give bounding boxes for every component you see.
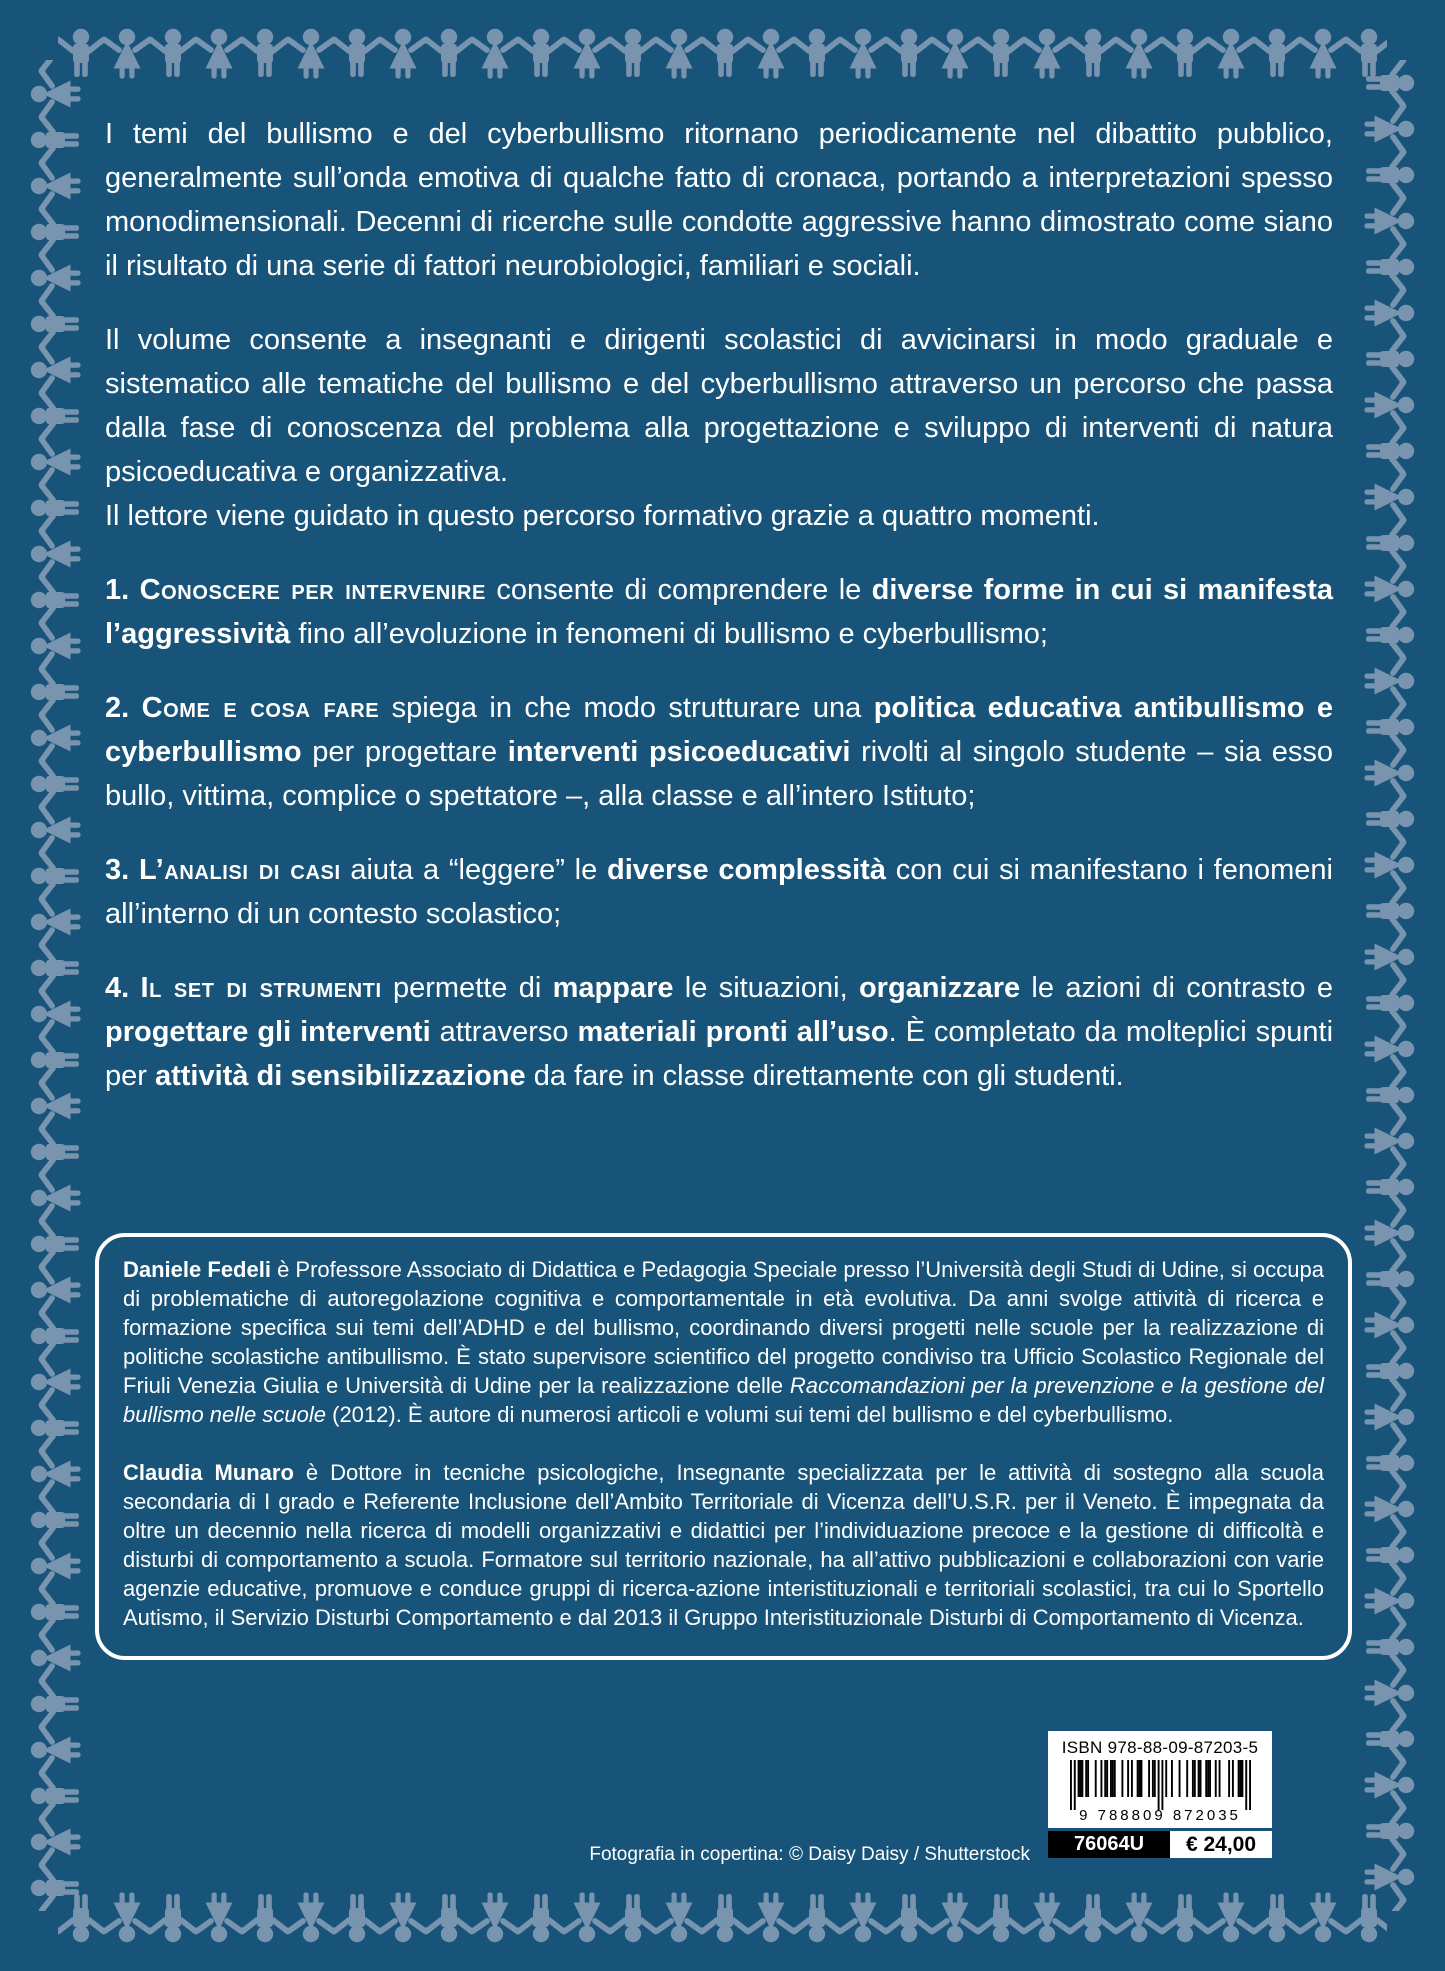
- back-cover-text: [105, 112, 1333, 1128]
- numbered-item: [105, 966, 1333, 1098]
- isbn-label: ISBN 978-88-09-87203-5: [1061, 1738, 1259, 1757]
- product-code: 76064U: [1048, 1831, 1170, 1858]
- author-bio: [123, 1255, 1324, 1429]
- text-segment: diverse forme in cui si manifesta l’aggressività: [105, 574, 1334, 650]
- text-segment: spiega in che modo strutturare una: [379, 692, 874, 724]
- text-segment: fino all’evoluzione in fenomeni di bullismo e cyberbullismo;: [290, 618, 1048, 650]
- text-segment: per progettare: [301, 736, 508, 768]
- text-segment: I temi del bullismo e del cyberbullismo ritornano periodicamente nel dibattito pubblico, generalmente sull’onda emotiva di qualche fatto di cronaca, portando a interpretazioni spesso monodimensionali. Decenni di ricerche sulle condotte aggressive hanno dimostrato come siano il risultato di una serie di fattori neurobiologici, familiari e sociali.: [105, 118, 1333, 282]
- text-segment: Raccomandazioni per la prevenzione e la gestione del bullismo nelle scuole: [123, 1373, 1324, 1427]
- paper-doll-border-right: [1361, 60, 1417, 1911]
- text-segment: 2.: [105, 692, 142, 724]
- text-segment: materiali pronti all’uso: [577, 1016, 889, 1048]
- text-segment: consente di comprendere le: [486, 574, 872, 606]
- text-segment: da fare in classe direttamente con gli studenti.: [525, 1060, 1124, 1092]
- numbered-item: [105, 686, 1333, 818]
- text-segment: diverse complessità: [607, 854, 886, 886]
- text-segment: (2012). È autore di numerosi articoli e volumi sui temi del bullismo e del cyberbullismo.: [326, 1402, 1174, 1427]
- text-segment: interventi psicoeducativi: [507, 736, 851, 768]
- text-segment: aiuta a “leggere” le: [340, 854, 608, 886]
- isbn-card: [1048, 1731, 1272, 1828]
- text-segment: Il set di strumenti: [140, 972, 382, 1004]
- text-segment: le azioni di contrasto e: [1020, 972, 1333, 1004]
- text-segment: rivolti al singolo studente – sia esso bullo, vittima, complice o spettatore –, alla classe e all’intero Istituto;: [105, 736, 1333, 812]
- isbn-block: [1048, 1731, 1272, 1858]
- text-segment: attraverso: [430, 1016, 578, 1048]
- text-segment: 4.: [105, 972, 141, 1004]
- barcode-bars: [1070, 1760, 1251, 1810]
- barcode: [1054, 1760, 1266, 1824]
- text-segment: con cui si manifestano i fenomeni all’interno di un contesto scolastico;: [105, 854, 1333, 930]
- text-segment: . È completato da molteplici spunti per: [105, 1016, 1334, 1092]
- authors-box: [95, 1233, 1352, 1660]
- intro-paragraph: [105, 112, 1333, 288]
- paper-doll-border-top: [58, 26, 1387, 82]
- author-bio: [123, 1458, 1324, 1632]
- text-segment: Il lettore viene guidato in questo percorso formativo grazie a quattro momenti.: [105, 500, 1100, 532]
- text-segment: è Professore Associato di Didattica e Pedagogia Speciale presso l’Università degli Studi di Udine, si occupa di problematiche di autoregolazione cognitiva e comportamentale in età evolutiva. Da anni svolge attività di ricerca e formazione specifica sui temi dell’ADHD e del bullismo, coordinando diversi progetti nelle scuole per la realizzazione di politiche scolastiche antibullismo. È stato supervisore scientifico del progetto condiviso tra Ufficio Scolastico Regionale del Friuli Venezia Giulia e Università di Udine per la realizzazione delle: [123, 1257, 1324, 1398]
- paper-doll-border-left: [28, 60, 84, 1911]
- numbered-item: [105, 568, 1333, 656]
- text-segment: 3.: [105, 854, 139, 886]
- text-segment: organizzare: [858, 972, 1021, 1004]
- intro-paragraph: [105, 318, 1333, 538]
- price: € 24,00: [1170, 1831, 1272, 1858]
- text-segment: L’analisi di casi: [138, 854, 341, 886]
- isbn-digits: 9 788809 872035: [1079, 1807, 1241, 1824]
- text-segment: Conoscere per intervenire: [139, 574, 486, 606]
- text-segment: Come e cosa fare: [141, 692, 380, 724]
- text-segment: Daniele Fedeli: [123, 1257, 271, 1282]
- text-segment: politica educativa antibullismo e cyberbullismo: [105, 692, 1334, 768]
- text-segment: mappare: [552, 972, 674, 1004]
- paper-doll-border-bottom: [58, 1889, 1387, 1945]
- isbn-bottom-row: [1048, 1831, 1272, 1858]
- text-segment: le situazioni,: [673, 972, 859, 1004]
- numbered-item: [105, 848, 1333, 936]
- photo-credit: Fotografia in copertina: © Daisy Daisy / Shutterstock: [589, 1844, 1030, 1865]
- text-segment: Il volume consente a insegnanti e dirigenti scolastici di avvicinarsi in modo graduale e sistematico alle tematiche del bullismo e del cyberbullismo attraverso un percorso che passa dalla fase di conoscenza del problema alla progettazione e sviluppo di interventi di natura psicoeducativa e organizzativa.: [105, 324, 1333, 488]
- text-segment: progettare gli interventi: [105, 1016, 431, 1048]
- text-segment: attività di sensibilizzazione: [154, 1060, 526, 1092]
- text-segment: Claudia Munaro: [123, 1460, 294, 1485]
- text-segment: è Dottore in tecniche psicologiche, Insegnante specializzata per le attività di sostegno alla scuola secondaria di I grado e Referente Inclusione dell’Ambito Territoriale di Vicenza dell’U.S.R. per il Veneto. È impegnata da oltre un decennio nella ricerca di modelli organizzativi e didattici per l’individuazione precoce e la gestione di difficoltà e disturbi di comportamento a scuola. Formatore sul territorio nazionale, ha all’attivo pubblicazioni e collaborazioni con varie agenzie educative, promuove e conduce gruppi di ricerca-azione interistituzionali e territoriali scolastici, tra cui lo Sportello Autismo, il Servizio Disturbi Comportamento e dal 2013 il Gruppo Interistituzionale Disturbi di Comportamento di Vicenza.: [123, 1460, 1324, 1630]
- text-segment: permette di: [381, 972, 553, 1004]
- text-segment: 1.: [105, 574, 140, 606]
